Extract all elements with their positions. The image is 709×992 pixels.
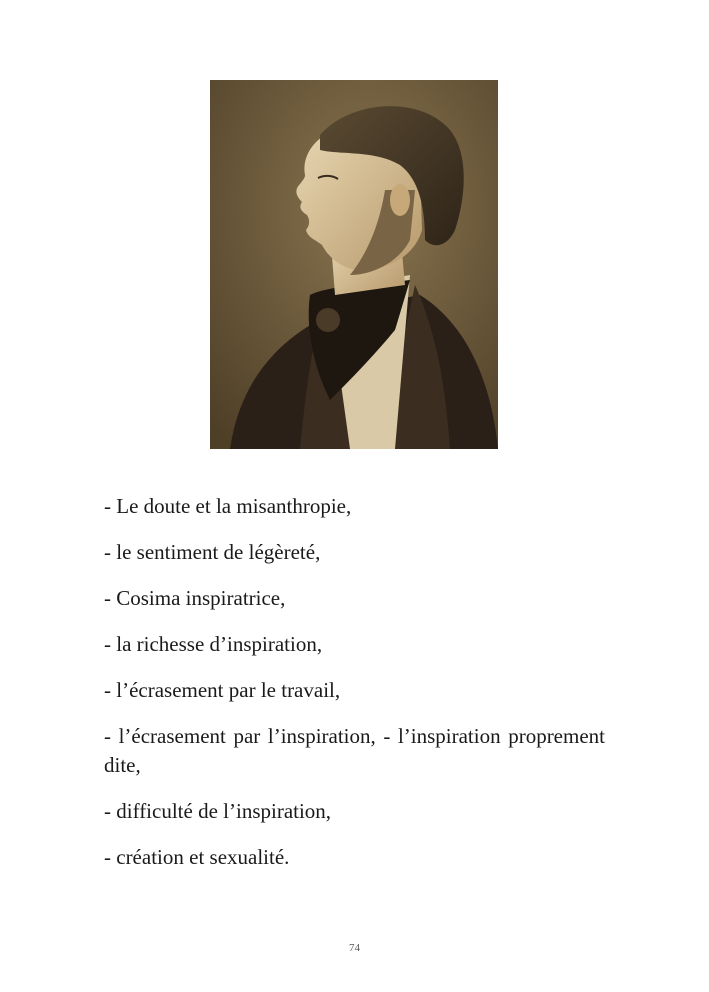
- list-item: - l’écrasement par l’inspiration, - l’inspiration proprement dite,: [104, 724, 605, 777]
- list-item: - l’écrasement par le travail,: [104, 678, 341, 702]
- page-number: 74: [349, 942, 360, 954]
- list-item: - la richesse d’inspiration,: [104, 632, 323, 656]
- portrait-photo: [210, 80, 498, 449]
- list-item: - le sentiment de légèreté,: [104, 540, 321, 564]
- list-item: - difficulté de l’inspiration,: [104, 799, 332, 823]
- list-item: - Le doute et la misanthropie,: [104, 494, 352, 518]
- list-item: - Cosima inspiratrice,: [104, 586, 286, 610]
- portrait-photo-icon: [210, 80, 498, 449]
- topic-list: [104, 492, 605, 889]
- list-item: - création et sexualité.: [104, 845, 290, 869]
